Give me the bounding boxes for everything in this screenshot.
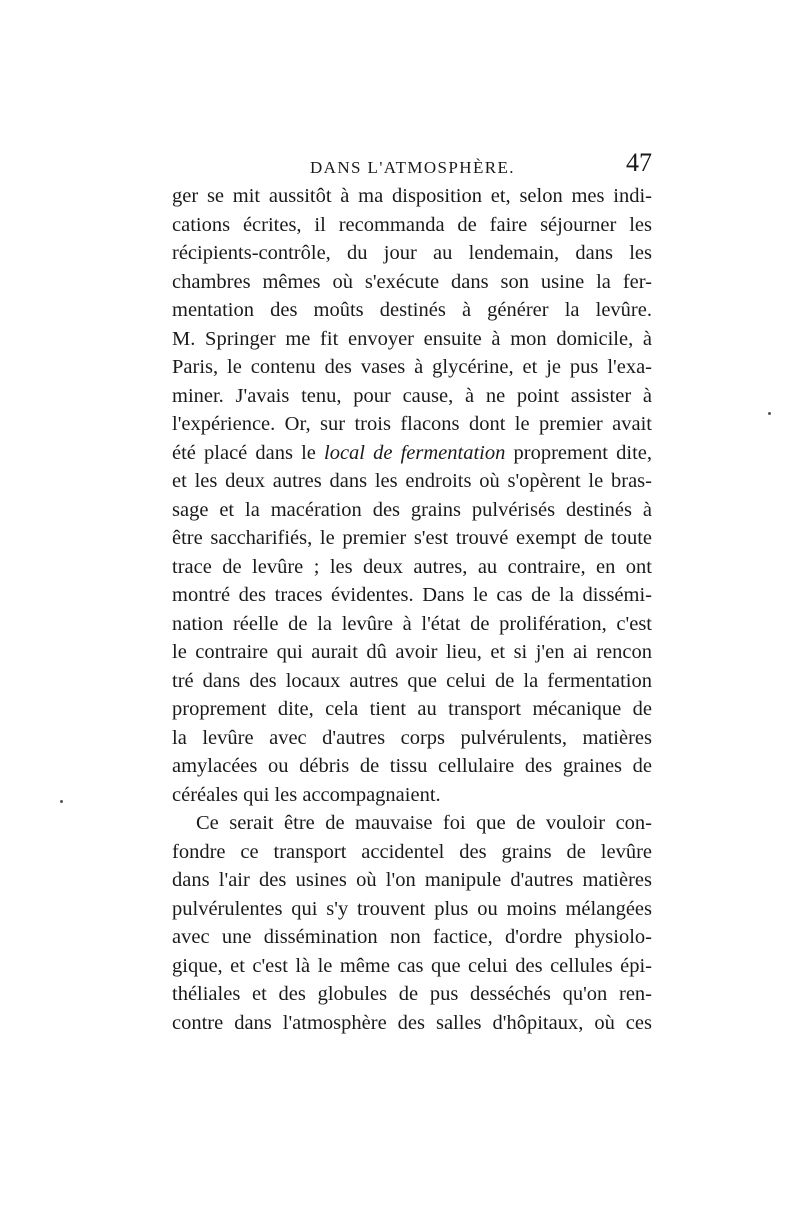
text-line: proprement dite, cela tient au transport mécanique de <box>172 698 652 720</box>
text-line: montré des traces évidentes. Dans le cas de la dissémi- <box>172 584 652 606</box>
text-line: gique, et c'est là le même cas que celui des cellules épi- <box>172 954 652 977</box>
text-line: la levûre avec d'autres corps pulvérulents, matières <box>172 726 652 749</box>
running-head <box>172 150 652 180</box>
text-line: amylacées ou débris de tissu cellulaire des graines de <box>172 755 652 777</box>
text-line: théliales et des globules de pus desséchés qu'on ren- <box>172 983 652 1005</box>
text-line: tré dans des locaux autres que celui de la fermentation <box>172 669 652 692</box>
paper-speck <box>60 800 63 803</box>
paragraph-start-line: Ce serait être de mauvaise foi que de vouloir con- <box>196 812 652 834</box>
paragraph-end-line: céréales qui les accompagnaient. <box>172 783 441 806</box>
body-text <box>172 182 652 1037</box>
text-line: avec une dissémination non factice, d'ordre physiolo- <box>172 926 652 948</box>
text-line: être saccharifiés, le premier s'est trouvé exempt de toute <box>172 527 652 549</box>
text-line-italic-phrase <box>172 439 652 468</box>
text-line: mentation des moûts destinés à générer la levûre. <box>172 299 652 321</box>
text-line: récipients-contrôle, du jour au lendemain, dans les <box>172 242 652 264</box>
text-line: miner. J'avais tenu, pour cause, à ne point assister à <box>172 384 652 407</box>
text-segment: été placé dans le <box>172 441 325 464</box>
text-line: trace de levûre ; les deux autres, au contraire, en ont <box>172 555 652 578</box>
page-number: 47 <box>626 148 652 177</box>
text-segment: proprement dite, <box>505 441 652 464</box>
text-line: et les deux autres dans les endroits où s'opèrent le bras- <box>172 470 652 492</box>
text-line: sage et la macération des grains pulvérisés destinés à <box>172 498 652 521</box>
text-line: cations écrites, il recommanda de faire séjourner les <box>172 213 652 236</box>
text-line: pulvérulentes qui s'y trouvent plus ou moins mélangées <box>172 897 652 920</box>
text-line: l'expérience. Or, sur trois flacons dont le premier avait <box>172 413 652 435</box>
text-line: nation réelle de la levûre à l'état de prolifération, c'est <box>172 612 652 635</box>
text-line: contre dans l'atmosphère des salles d'hôpitaux, où ces <box>172 1011 652 1034</box>
italic-phrase: local de fermentation <box>324 441 506 464</box>
running-title: DANS L'ATMOSPHÈRE. <box>310 158 515 177</box>
text-line: dans l'air des usines où l'on manipule d'autres matières <box>172 869 652 891</box>
paper-speck <box>768 412 771 415</box>
text-line: fondre ce transport accidentel des grains de levûre <box>172 840 652 863</box>
text-line: chambres mêmes où s'exécute dans son usine la fer- <box>172 270 652 293</box>
text-line: Paris, le contenu des vases à glycérine, et je pus l'exa- <box>172 356 652 378</box>
text-line: ger se mit aussitôt à ma disposition et, selon mes indi- <box>172 185 652 207</box>
text-line: M. Springer me fit envoyer ensuite à mon domicile, à <box>172 327 652 350</box>
text-line: le contraire qui aurait dû avoir lieu, et si j'en ai rencon <box>172 641 652 663</box>
